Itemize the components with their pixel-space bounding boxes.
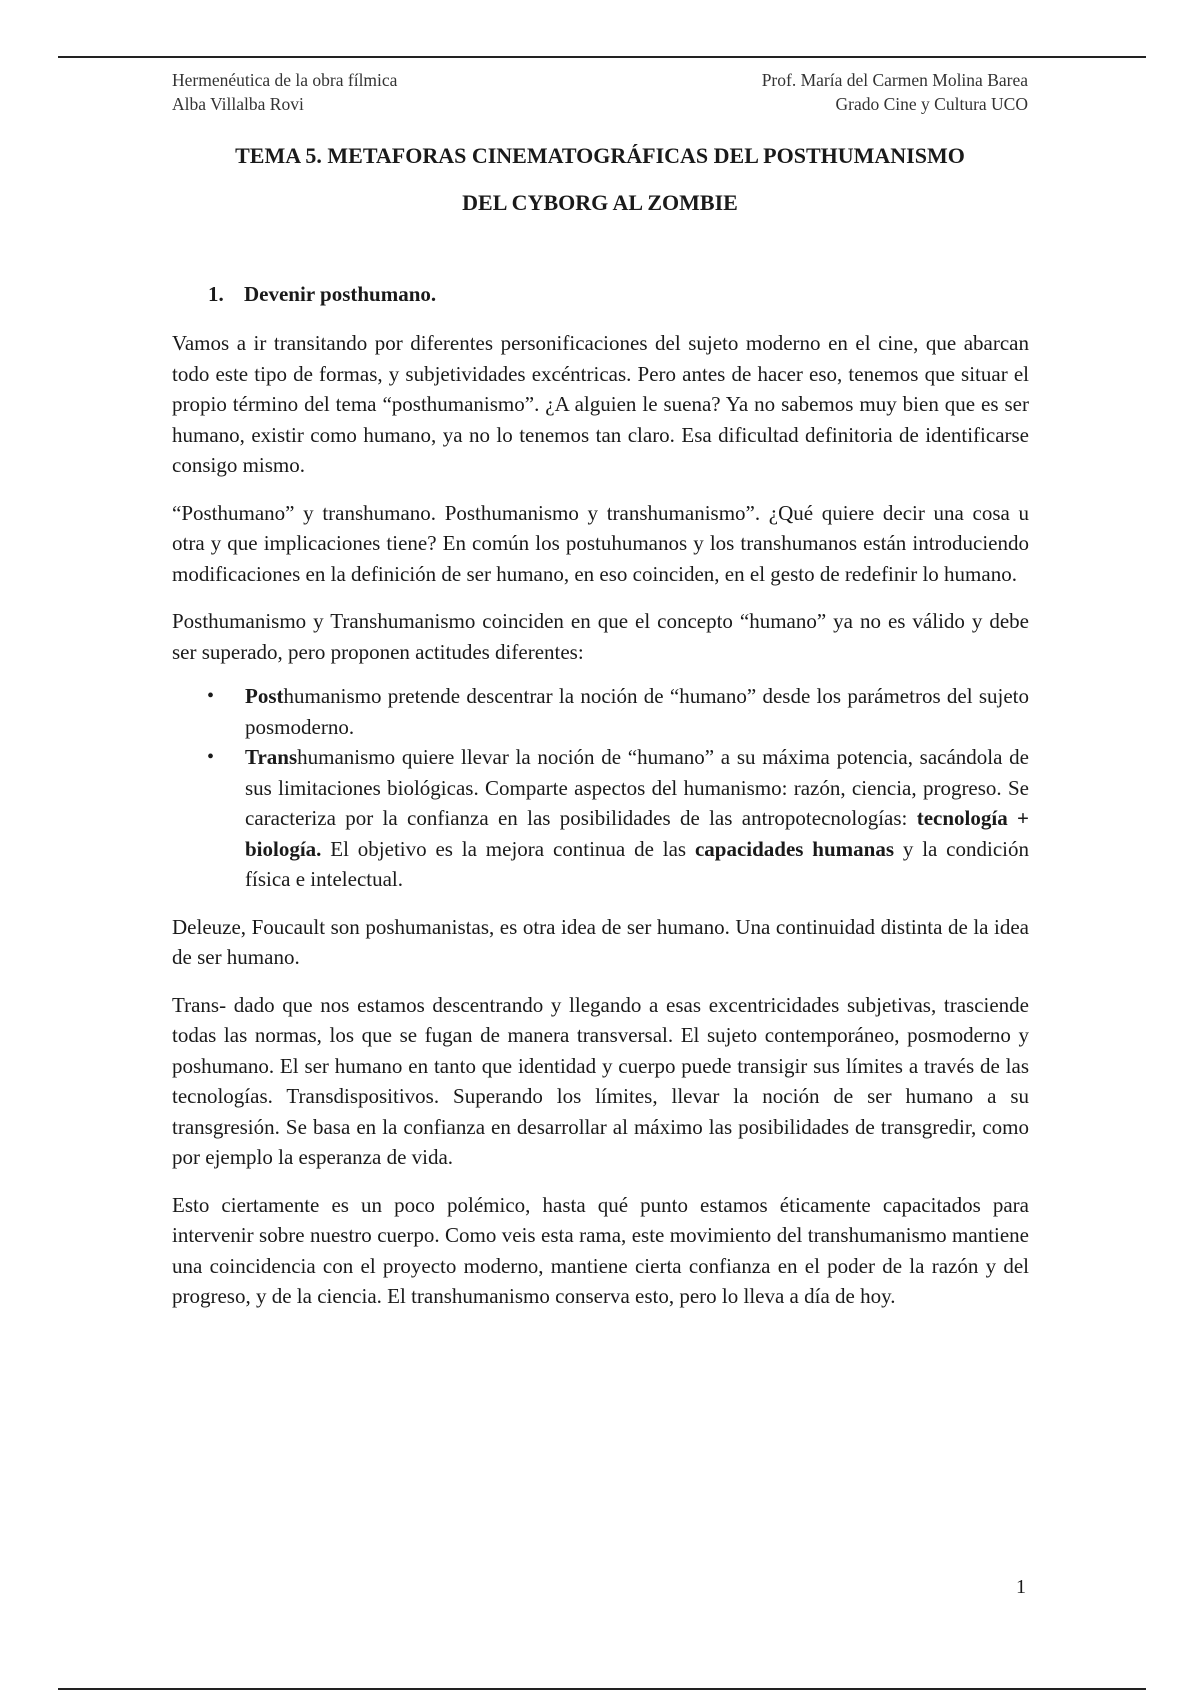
list-item-text: y la condición física e intelectual.: [245, 836, 1029, 891]
bold-text: capacidades humanas: [694, 836, 894, 861]
section-number: 1.: [208, 282, 224, 306]
section-heading: [208, 282, 436, 307]
bold-prefix: Trans: [245, 745, 298, 769]
paragraph: “Posthumano” y transhumano. Posthumanismo y transhumanismo”. ¿Qué quiere decir una cosa u otra y que implicaciones tiene? En común los postuhumanos y los transhumanos están introduciendo modificaciones en la definición de ser humano, en eso coinciden, en el gesto de redefinir lo humano.: [172, 500, 1029, 586]
document-body: [172, 328, 1029, 1329]
paragraph: Posthumanismo y Transhumanismo coinciden en que el concepto “humano” ya no es válido y debe ser superado, pero proponen actitudes diferentes:: [172, 609, 1029, 664]
paragraph: Trans- dado que nos estamos descentrando y llegando a esas excentricidades subjetivas, trasciende todas las normas, los que se fugan de manera transversal. El sujeto contemporáneo, posmoderno y poshumano. El ser humano en tanto que identidad y cuerpo puede transigir sus límites a través de las tecnologías. Transdispositivos. Superando los límites, llevar la noción de ser humano a su transgresión. Se basa en la confianza en desarrollar al máximo las posibilidades de transgredir, como por ejemplo la esperanza de vida.: [172, 992, 1029, 1169]
course-name: Hermenéutica de la obra fílmica: [172, 70, 398, 90]
paragraph: Vamos a ir transitando por diferentes personificaciones del sujeto moderno en el cine, que abarcan todo este tipo de formas, y subjetividades excéntricas. Pero antes de hacer eso, tenemos que situar el propio término del tema “posthumanismo”. ¿A alguien le suena? Ya no sabemos muy bien que es ser humano, existir como humano, ya no lo tenemos tan claro. Esa dificultad definitoria de identificarse consigo mismo.: [172, 331, 1029, 477]
document-subtitle: DEL CYBORG AL ZOMBIE: [462, 190, 738, 215]
paragraph: Esto ciertamente es un poco polémico, hasta qué punto estamos éticamente capacitados para intervenir sobre nuestro cuerpo. Como veis esta rama, este movimiento del transhumanismo mantiene una coincidencia con el proyecto moderno, mantiene cierta confianza en el poder de la razón y del progreso, y de la ciencia. El transhumanismo conserva esto, pero lo lleva a día de hoy.: [172, 1192, 1029, 1308]
list-item-text: humanismo quiere llevar la noción de “humano” a su máxima potencia, sacándola de sus limitaciones biológicas. Comparte aspectos del humanismo: razón, ciencia, progreso. Se caracteriza por la confianza en las posibilidades de las antropotecnologías:: [245, 745, 1029, 830]
paragraph: Deleuze, Foucault son poshumanistas, es otra idea de ser humano. Una continuidad distinta de la idea de ser humano.: [172, 914, 1029, 969]
program-name: Grado Cine y Cultura UCO: [835, 94, 1028, 114]
list-item-text: El objetivo es la mejora continua de las: [321, 836, 695, 861]
list-item-text: humanismo pretende descentrar la noción de “humano” desde los parámetros del sujeto posmoderno.: [245, 684, 1029, 739]
list-item: [207, 742, 1029, 895]
bullet-list: [172, 681, 1029, 895]
bullet-icon: •: [207, 685, 215, 707]
list-item: [207, 681, 1029, 742]
author-name: Alba Villalba Rovi: [172, 94, 304, 114]
section-title: Devenir posthumano.: [244, 282, 437, 306]
bold-prefix: Post: [245, 684, 284, 708]
top-rule: [58, 56, 1146, 58]
page-header: [172, 68, 1028, 116]
document-title: TEMA 5. METAFORAS CINEMATOGRÁFICAS DEL POSTHUMANISMO: [235, 143, 965, 168]
page-number: 1: [1016, 1576, 1026, 1598]
bullet-icon: •: [207, 746, 215, 768]
bold-text: tecnología + biología.: [245, 806, 1029, 861]
professor-name: Prof. María del Carmen Molina Barea: [761, 70, 1028, 90]
bottom-rule: [58, 1688, 1146, 1690]
